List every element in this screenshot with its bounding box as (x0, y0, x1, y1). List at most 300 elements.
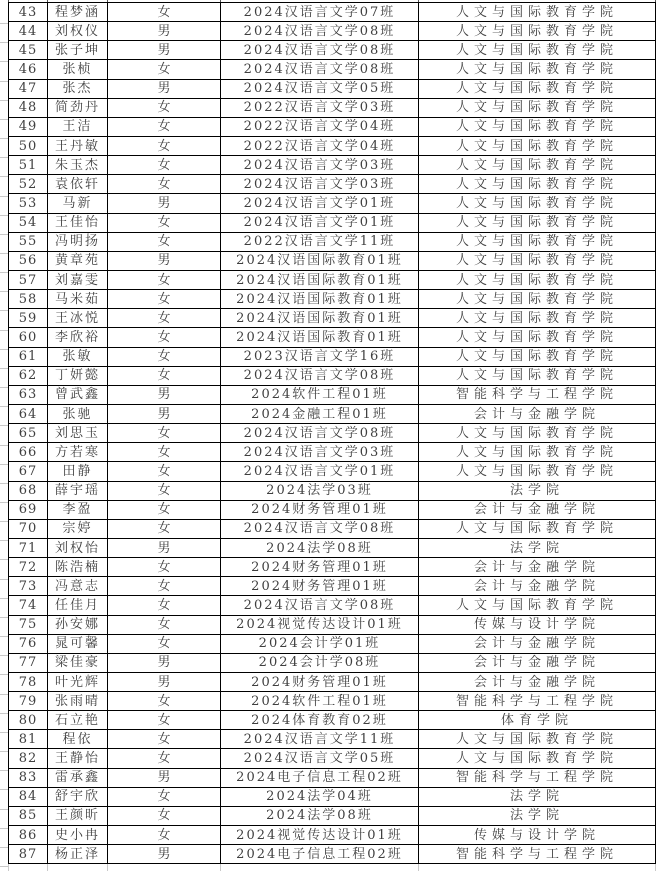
cell-class[interactable]: 2024法学03班 (221, 482, 419, 501)
cell-college[interactable]: 人文与国际教育学院 (419, 60, 656, 79)
cell-no[interactable]: 85 (9, 807, 48, 826)
table-row (9, 673, 656, 692)
bottom-gridline-stub (47, 864, 48, 871)
cell-gender[interactable]: 女 (108, 156, 221, 175)
margin-gridline (0, 138, 8, 139)
cell-college[interactable]: 人文与国际教育学院 (419, 252, 656, 271)
cell-gender[interactable]: 女 (108, 271, 221, 290)
cell-class[interactable]: 2022汉语言文学04班 (221, 137, 419, 156)
table-row (9, 137, 656, 156)
cell-class[interactable]: 2022汉语言文学04班 (221, 118, 419, 137)
cell-no[interactable]: 62 (9, 367, 48, 386)
cell-name[interactable]: 雷承鑫 (48, 769, 108, 788)
cell-class[interactable]: 2024汉语言文学08班 (221, 41, 419, 60)
cell-gender[interactable]: 女 (108, 749, 221, 768)
margin-gridline (0, 176, 8, 177)
cell-gender[interactable]: 女 (108, 3, 221, 22)
cell-gender[interactable]: 女 (108, 348, 221, 367)
cell-gender[interactable]: 女 (108, 60, 221, 79)
cell-college[interactable]: 会计与金融学院 (419, 558, 656, 577)
cell-no[interactable]: 49 (9, 118, 48, 137)
cell-college[interactable]: 人文与国际教育学院 (419, 271, 656, 290)
table-row (9, 290, 656, 309)
cell-class[interactable]: 2024汉语言文学08班 (221, 596, 419, 615)
cell-gender[interactable]: 女 (108, 137, 221, 156)
cell-name[interactable]: 王洁 (48, 118, 108, 137)
cell-gender[interactable]: 女 (108, 577, 221, 596)
cell-gender[interactable]: 女 (108, 290, 221, 309)
table-row (9, 807, 656, 826)
cell-name[interactable]: 张驰 (48, 405, 108, 424)
cell-class[interactable]: 2024汉语言文学08班 (221, 520, 419, 539)
cell-class[interactable]: 2024汉语言文学05班 (221, 749, 419, 768)
cell-class[interactable]: 2023汉语言文学16班 (221, 348, 419, 367)
margin-gridline (0, 598, 8, 599)
cell-class[interactable]: 2024汉语言文学11班 (221, 730, 419, 749)
margin-gridline (0, 234, 8, 235)
margin-gridline (0, 100, 8, 101)
cell-class[interactable]: 2024汉语国际教育01班 (221, 328, 419, 347)
cell-no[interactable]: 73 (9, 577, 48, 596)
cell-college[interactable]: 智能科学与工程学院 (419, 386, 656, 405)
table-row (9, 769, 656, 788)
cell-no[interactable]: 48 (9, 99, 48, 118)
table-row (9, 386, 656, 405)
cell-gender[interactable]: 女 (108, 616, 221, 635)
cell-no[interactable]: 78 (9, 673, 48, 692)
cell-class[interactable]: 2024电子信息工程02班 (221, 769, 419, 788)
cell-class[interactable]: 2024汉语言文学08班 (221, 367, 419, 386)
margin-gridline (0, 809, 8, 810)
margin-gridline (0, 713, 8, 714)
cell-college[interactable]: 人文与国际教育学院 (419, 99, 656, 118)
cell-name[interactable]: 李欣裕 (48, 328, 108, 347)
cell-gender[interactable]: 女 (108, 443, 221, 462)
table-row (9, 788, 656, 807)
cell-class[interactable]: 2024汉语言文学07班 (221, 3, 419, 22)
margin-gridline (0, 674, 8, 675)
cell-gender[interactable]: 男 (108, 386, 221, 405)
cell-no[interactable]: 83 (9, 769, 48, 788)
margin-gridline (0, 445, 8, 446)
cell-gender[interactable]: 男 (108, 80, 221, 99)
cell-class[interactable]: 2024软件工程01班 (221, 386, 419, 405)
cell-gender[interactable]: 男 (108, 539, 221, 558)
cell-gender[interactable]: 女 (108, 520, 221, 539)
cell-name[interactable]: 张敏 (48, 348, 108, 367)
cell-name[interactable]: 冯明扬 (48, 233, 108, 252)
cell-college[interactable]: 人文与国际教育学院 (419, 80, 656, 99)
cell-class[interactable]: 2024电子信息工程02班 (221, 845, 419, 864)
cell-no[interactable]: 71 (9, 539, 48, 558)
margin-gridline (0, 272, 8, 273)
cell-gender[interactable]: 女 (108, 462, 221, 481)
cell-no[interactable]: 66 (9, 443, 48, 462)
cell-no[interactable]: 43 (9, 3, 48, 22)
cell-name[interactable]: 程梦涵 (48, 3, 108, 22)
cell-name[interactable]: 方若寒 (48, 443, 108, 462)
cell-college[interactable]: 人文与国际教育学院 (419, 596, 656, 615)
cell-class[interactable]: 2024财务管理01班 (221, 673, 419, 692)
cell-college[interactable]: 人文与国际教育学院 (419, 118, 656, 137)
table-row (9, 616, 656, 635)
cell-college[interactable]: 人文与国际教育学院 (419, 749, 656, 768)
margin-gridline (0, 502, 8, 503)
table-row (9, 233, 656, 252)
cell-class[interactable]: 2024视觉传达设计01班 (221, 616, 419, 635)
cell-no[interactable]: 53 (9, 194, 48, 213)
cell-name[interactable]: 刘权仪 (48, 22, 108, 41)
cell-name[interactable]: 王丹敏 (48, 137, 108, 156)
cell-class[interactable]: 2024汉语国际教育01班 (221, 290, 419, 309)
cell-gender[interactable]: 女 (108, 692, 221, 711)
cell-name[interactable]: 任佳月 (48, 596, 108, 615)
cell-name[interactable]: 刘权怡 (48, 539, 108, 558)
cell-college[interactable]: 会计与金融学院 (419, 577, 656, 596)
cell-gender[interactable]: 女 (108, 309, 221, 328)
bottom-gridline-stub (107, 864, 108, 871)
margin-gridline (0, 694, 8, 695)
margin-gridline (0, 406, 8, 407)
cell-college[interactable]: 人文与国际教育学院 (419, 367, 656, 386)
cell-gender[interactable]: 男 (108, 845, 221, 864)
cell-gender[interactable]: 男 (108, 22, 221, 41)
table-row (9, 596, 656, 615)
margin-gridline (0, 847, 8, 848)
cell-no[interactable]: 56 (9, 252, 48, 271)
cell-no[interactable]: 57 (9, 271, 48, 290)
cell-name[interactable]: 马米茹 (48, 290, 108, 309)
table-row (9, 156, 656, 175)
cell-class[interactable]: 2024汉语国际教育01班 (221, 309, 419, 328)
cell-gender[interactable]: 女 (108, 99, 221, 118)
cell-college[interactable]: 人文与国际教育学院 (419, 156, 656, 175)
cell-no[interactable]: 70 (9, 520, 48, 539)
cell-college[interactable]: 法学院 (419, 788, 656, 807)
cell-gender[interactable]: 女 (108, 367, 221, 386)
cell-no[interactable]: 60 (9, 328, 48, 347)
cell-college[interactable]: 传媒与设计学院 (419, 616, 656, 635)
cell-name[interactable]: 晁可馨 (48, 635, 108, 654)
cell-no[interactable]: 61 (9, 348, 48, 367)
table-row (9, 252, 656, 271)
cell-gender[interactable]: 女 (108, 807, 221, 826)
margin-gridline (0, 464, 8, 465)
cell-class[interactable]: 2024会计学08班 (221, 654, 419, 673)
cell-no[interactable]: 51 (9, 156, 48, 175)
cell-name[interactable]: 袁依轩 (48, 175, 108, 194)
cell-gender[interactable]: 女 (108, 424, 221, 443)
cell-gender[interactable]: 女 (108, 730, 221, 749)
table-row (9, 80, 656, 99)
cell-college[interactable]: 法学院 (419, 482, 656, 501)
cell-college[interactable]: 人文与国际教育学院 (419, 214, 656, 233)
cell-gender[interactable]: 女 (108, 482, 221, 501)
cell-college[interactable]: 人文与国际教育学院 (419, 328, 656, 347)
cell-name[interactable]: 朱玉杰 (48, 156, 108, 175)
table-row (9, 175, 656, 194)
cell-no[interactable]: 54 (9, 214, 48, 233)
margin-gridline (0, 330, 8, 331)
cell-name[interactable]: 张杰 (48, 80, 108, 99)
margin-gridline (0, 387, 8, 388)
cell-gender[interactable]: 男 (108, 405, 221, 424)
margin-gridline (0, 789, 8, 790)
cell-name[interactable]: 薛宇瑶 (48, 482, 108, 501)
table-row (9, 22, 656, 41)
cell-no[interactable]: 52 (9, 175, 48, 194)
cell-name[interactable]: 张桢 (48, 60, 108, 79)
margin-gridline (0, 425, 8, 426)
cell-class[interactable]: 2024法学08班 (221, 539, 419, 558)
cell-no[interactable]: 63 (9, 386, 48, 405)
cell-no[interactable]: 84 (9, 788, 48, 807)
margin-gridline (0, 540, 8, 541)
cell-college[interactable]: 人文与国际教育学院 (419, 290, 656, 309)
cell-no[interactable]: 65 (9, 424, 48, 443)
cell-gender[interactable]: 女 (108, 118, 221, 137)
cell-no[interactable]: 86 (9, 826, 48, 845)
cell-class[interactable]: 2024法学04班 (221, 788, 419, 807)
cell-college[interactable]: 会计与金融学院 (419, 654, 656, 673)
cell-gender[interactable]: 女 (108, 596, 221, 615)
cell-name[interactable]: 田静 (48, 462, 108, 481)
table-row (9, 749, 656, 768)
cell-name[interactable]: 孙安娜 (48, 616, 108, 635)
cell-class[interactable]: 2024软件工程01班 (221, 692, 419, 711)
cell-no[interactable]: 45 (9, 41, 48, 60)
margin-gridline (0, 751, 8, 752)
cell-gender[interactable]: 女 (108, 788, 221, 807)
cell-college[interactable]: 人文与国际教育学院 (419, 462, 656, 481)
cell-name[interactable]: 王静怡 (48, 749, 108, 768)
cell-college[interactable]: 人文与国际教育学院 (419, 194, 656, 213)
cell-no[interactable]: 75 (9, 616, 48, 635)
cell-name[interactable]: 马新 (48, 194, 108, 213)
cell-gender[interactable]: 男 (108, 194, 221, 213)
cell-name[interactable]: 杨正泽 (48, 845, 108, 864)
cell-class[interactable]: 2024汉语国际教育01班 (221, 252, 419, 271)
cell-name[interactable]: 丁妍懿 (48, 367, 108, 386)
cell-class[interactable]: 2024汉语言文学08班 (221, 60, 419, 79)
cell-college[interactable]: 会计与金融学院 (419, 673, 656, 692)
cell-class[interactable]: 2024汉语言文学08班 (221, 424, 419, 443)
table-row (9, 826, 656, 845)
table-row (9, 462, 656, 481)
cell-class[interactable]: 2024体育教育02班 (221, 711, 419, 730)
margin-gridline (0, 23, 8, 24)
cell-class[interactable]: 2024会计学01班 (221, 635, 419, 654)
cell-gender[interactable]: 女 (108, 501, 221, 520)
cell-class[interactable]: 2022汉语言文学03班 (221, 99, 419, 118)
cell-college[interactable]: 智能科学与工程学院 (419, 692, 656, 711)
cell-name[interactable]: 张雨晴 (48, 692, 108, 711)
bottom-gridline-stub (418, 864, 419, 871)
cell-gender[interactable]: 男 (108, 673, 221, 692)
table-row (9, 443, 656, 462)
table-row (9, 845, 656, 864)
table-row (9, 194, 656, 213)
cell-no[interactable]: 77 (9, 654, 48, 673)
cell-no[interactable]: 74 (9, 596, 48, 615)
cell-no[interactable]: 68 (9, 482, 48, 501)
cell-college[interactable]: 人文与国际教育学院 (419, 3, 656, 22)
cell-college[interactable]: 法学院 (419, 807, 656, 826)
cell-no[interactable]: 87 (9, 845, 48, 864)
cell-no[interactable]: 47 (9, 80, 48, 99)
cell-gender[interactable]: 女 (108, 233, 221, 252)
cell-college[interactable]: 智能科学与工程学院 (419, 769, 656, 788)
cell-gender[interactable]: 女 (108, 635, 221, 654)
cell-class[interactable]: 2024汉语言文学03班 (221, 443, 419, 462)
cell-college[interactable]: 人文与国际教育学院 (419, 137, 656, 156)
cell-class[interactable]: 2022汉语言文学11班 (221, 233, 419, 252)
margin-gridline (0, 521, 8, 522)
cell-no[interactable]: 58 (9, 290, 48, 309)
cell-class[interactable]: 2024汉语言文学03班 (221, 175, 419, 194)
table-row (9, 41, 656, 60)
table-row (9, 214, 656, 233)
table-row (9, 99, 656, 118)
cell-no[interactable]: 67 (9, 462, 48, 481)
cell-gender[interactable]: 男 (108, 252, 221, 271)
cell-name[interactable]: 王佳怡 (48, 214, 108, 233)
cell-college[interactable]: 人文与国际教育学院 (419, 424, 656, 443)
cell-gender[interactable]: 女 (108, 826, 221, 845)
student-roster-table (8, 2, 656, 864)
cell-no[interactable]: 59 (9, 309, 48, 328)
cell-college[interactable]: 传媒与设计学院 (419, 826, 656, 845)
cell-class[interactable]: 2024汉语言文学01班 (221, 462, 419, 481)
margin-gridline (0, 732, 8, 733)
table-row (9, 711, 656, 730)
cell-name[interactable]: 王颜昕 (48, 807, 108, 826)
cell-college[interactable]: 人文与国际教育学院 (419, 175, 656, 194)
cell-gender[interactable]: 男 (108, 769, 221, 788)
cell-gender[interactable]: 男 (108, 41, 221, 60)
cell-class[interactable]: 2024汉语言文学01班 (221, 194, 419, 213)
cell-gender[interactable]: 女 (108, 175, 221, 194)
margin-gridline (0, 119, 8, 120)
cell-name[interactable]: 黄章苑 (48, 252, 108, 271)
cell-no[interactable]: 64 (9, 405, 48, 424)
margin-gridline (0, 579, 8, 580)
cell-name[interactable]: 张子坤 (48, 41, 108, 60)
table-row (9, 271, 656, 290)
cell-college[interactable]: 人文与国际教育学院 (419, 730, 656, 749)
margin-gridline (0, 866, 8, 867)
cell-no[interactable]: 55 (9, 233, 48, 252)
cell-name[interactable]: 陈浩楠 (48, 558, 108, 577)
margin-gridline (0, 483, 8, 484)
cell-name[interactable]: 曾武鑫 (48, 386, 108, 405)
cell-no[interactable]: 76 (9, 635, 48, 654)
cell-name[interactable]: 舒宇欣 (48, 788, 108, 807)
cell-name[interactable]: 简劲丹 (48, 99, 108, 118)
cell-class[interactable]: 2024汉语言文学01班 (221, 214, 419, 233)
table-row (9, 692, 656, 711)
cell-gender[interactable]: 男 (108, 654, 221, 673)
cell-college[interactable]: 会计与金融学院 (419, 405, 656, 424)
cell-name[interactable]: 刘思玉 (48, 424, 108, 443)
cell-no[interactable]: 69 (9, 501, 48, 520)
table-row (9, 577, 656, 596)
cell-no[interactable]: 44 (9, 22, 48, 41)
cell-class[interactable]: 2024汉语言文学03班 (221, 156, 419, 175)
cell-class[interactable]: 2024财务管理01班 (221, 577, 419, 596)
bottom-gridline-stub (220, 864, 221, 871)
cell-name[interactable]: 冯意志 (48, 577, 108, 596)
cell-name[interactable]: 李盈 (48, 501, 108, 520)
cell-college[interactable]: 人文与国际教育学院 (419, 348, 656, 367)
cell-college[interactable]: 人文与国际教育学院 (419, 520, 656, 539)
cell-class[interactable]: 2024汉语言文学05班 (221, 80, 419, 99)
cell-no[interactable]: 82 (9, 749, 48, 768)
cell-class[interactable]: 2024汉语言文学08班 (221, 22, 419, 41)
cell-no[interactable]: 80 (9, 711, 48, 730)
cell-college[interactable]: 会计与金融学院 (419, 635, 656, 654)
margin-gridline (0, 617, 8, 618)
margin-gridline (0, 215, 8, 216)
margin-gridline (0, 349, 8, 350)
table-row (9, 654, 656, 673)
cell-gender[interactable]: 女 (108, 711, 221, 730)
margin-gridline (0, 291, 8, 292)
cell-college[interactable]: 人文与国际教育学院 (419, 309, 656, 328)
cell-college[interactable]: 人文与国际教育学院 (419, 41, 656, 60)
cell-gender[interactable]: 女 (108, 214, 221, 233)
cell-no[interactable]: 72 (9, 558, 48, 577)
bottom-gridline-stub (655, 864, 656, 871)
cell-no[interactable]: 50 (9, 137, 48, 156)
cell-name[interactable]: 叶光辉 (48, 673, 108, 692)
cell-college[interactable]: 人文与国际教育学院 (419, 22, 656, 41)
cell-class[interactable]: 2024财务管理01班 (221, 501, 419, 520)
cell-name[interactable]: 宗婷 (48, 520, 108, 539)
margin-gridline (0, 253, 8, 254)
cell-class[interactable]: 2024汉语国际教育01班 (221, 271, 419, 290)
cell-name[interactable]: 石立艳 (48, 711, 108, 730)
cell-class[interactable]: 2024视觉传达设计01班 (221, 826, 419, 845)
margin-gridline (0, 770, 8, 771)
cell-college[interactable]: 会计与金融学院 (419, 501, 656, 520)
cell-name[interactable]: 王冰悦 (48, 309, 108, 328)
cell-college[interactable]: 体育学院 (419, 711, 656, 730)
table-row (9, 405, 656, 424)
margin-gridline (0, 655, 8, 656)
cell-class[interactable]: 2024金融工程01班 (221, 405, 419, 424)
cell-college[interactable]: 人文与国际教育学院 (419, 443, 656, 462)
cell-class[interactable]: 2024财务管理01班 (221, 558, 419, 577)
cell-college[interactable]: 智能科学与工程学院 (419, 845, 656, 864)
table-row (9, 558, 656, 577)
table-row (9, 424, 656, 443)
cell-gender[interactable]: 女 (108, 328, 221, 347)
table-row (9, 328, 656, 347)
cell-name[interactable]: 程依 (48, 730, 108, 749)
cell-name[interactable]: 史小冉 (48, 826, 108, 845)
cell-class[interactable]: 2024法学08班 (221, 807, 419, 826)
cell-no[interactable]: 79 (9, 692, 48, 711)
cell-gender[interactable]: 女 (108, 558, 221, 577)
cell-no[interactable]: 46 (9, 60, 48, 79)
cell-college[interactable]: 人文与国际教育学院 (419, 233, 656, 252)
margin-gridline (0, 61, 8, 62)
cell-name[interactable]: 梁佳豪 (48, 654, 108, 673)
cell-college[interactable]: 法学院 (419, 539, 656, 558)
cell-no[interactable]: 81 (9, 730, 48, 749)
cell-name[interactable]: 刘嘉雯 (48, 271, 108, 290)
